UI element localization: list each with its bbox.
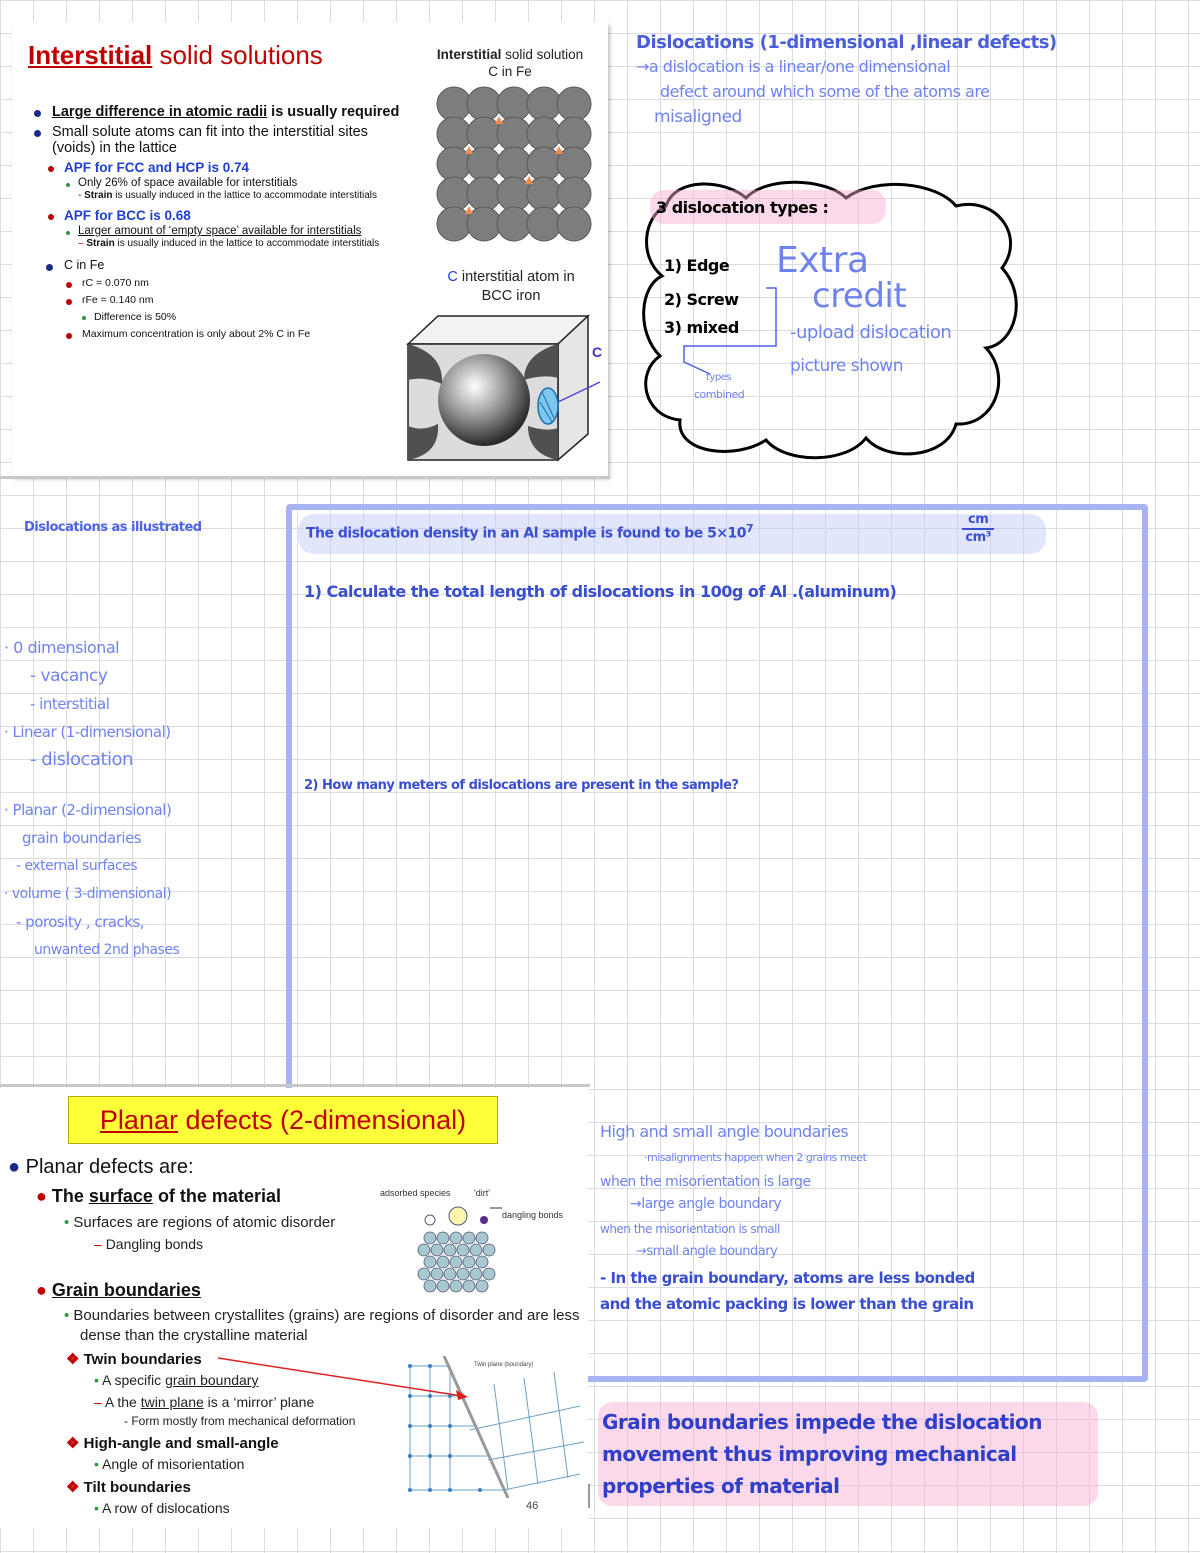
nl-l10: - porosity , cracks, xyxy=(16,913,145,931)
fig2-c: C xyxy=(447,269,458,285)
fig1-title xyxy=(422,46,598,63)
nbr-l8: and the atomic packing is lower than the grain xyxy=(600,1295,974,1313)
bcc-strain-b: Strain xyxy=(86,238,115,249)
slide2-vertical-rule xyxy=(588,1484,590,1508)
note-upload: -upload dislocation xyxy=(790,322,952,343)
bcc-strain-text: is usually induced in the lattice to accommodate interstitials xyxy=(114,238,380,249)
note-type-edge: 1) Edge xyxy=(664,256,730,275)
surf-c: of the material xyxy=(152,1186,281,1206)
divider-bottom xyxy=(0,1084,590,1087)
bcc-cube-figure xyxy=(404,314,604,464)
nl-l5: - dislocation xyxy=(30,749,133,770)
fig-dirt-label: 'dirt' xyxy=(474,1188,490,1198)
bcc-strain: – Strain is usually induced in the lattice to accommodate interstitials xyxy=(78,238,380,249)
nbr-l10: movement thus improving mechanical xyxy=(602,1442,1017,1466)
bullet-small-solute: Small solute atoms can fit into the interstitial sites (voids) in the lattice xyxy=(32,124,404,156)
twin-sub3: - Form mostly from mechanical deformation xyxy=(124,1414,356,1428)
nl-l7: grain boundaries xyxy=(22,829,142,847)
nl-l3: - interstitial xyxy=(30,695,110,713)
note-disl-l2: →a dislocation is a linear/one dimensional xyxy=(636,57,951,76)
high-angle: ❖ High-angle and small-angle xyxy=(66,1435,279,1452)
twin-text: Twin boundaries xyxy=(83,1351,202,1368)
note-picture: picture shown xyxy=(790,356,903,376)
problem-statement xyxy=(306,522,753,542)
note-type-screw: 2) Screw xyxy=(664,290,739,309)
note-disl-l4: misaligned xyxy=(654,107,742,127)
nbr-l9: Grain boundaries impede the dislocation xyxy=(602,1410,1042,1434)
twin-sub1a: A specific xyxy=(102,1372,166,1388)
fcc-strain-text: is usually induced in the lattice to accommodate interstitials xyxy=(112,190,378,201)
twin-sub2a: A the xyxy=(104,1394,141,1410)
fig1-title-rest: solid solution xyxy=(501,47,584,62)
fcc-strain: - Strain is usually induced in the lattice to accommodate interstitials xyxy=(78,190,378,201)
note-disl-l1: Dislocations (1-dimensional ,linear defects) xyxy=(636,32,1057,53)
fig-dangling-label: dangling bonds xyxy=(502,1210,564,1220)
high-angle-sub-text: Angle of misorientation xyxy=(102,1456,245,1472)
dangling-bonds: – Dangling bonds xyxy=(94,1236,203,1252)
fig2-title xyxy=(418,268,604,287)
notes-conclusion xyxy=(602,1406,1092,1502)
apf-bcc xyxy=(44,208,404,223)
twin-sub1b: grain boundary xyxy=(165,1372,259,1388)
twin-sub1: • A specific grain boundary xyxy=(94,1372,259,1388)
tilt-boundaries: ❖ Tilt boundaries xyxy=(66,1479,191,1496)
fcc-sub: Only 26% of space available for interstitials xyxy=(64,177,404,189)
twin-arrow xyxy=(216,1348,476,1408)
slide2-page-number: 46 xyxy=(526,1500,539,1512)
fig2-sub: BCC iron xyxy=(481,288,541,304)
slide2-intro: ● Planar defects are: xyxy=(8,1156,194,1178)
slide2-title-rest: defects (2-dimensional) xyxy=(177,1105,467,1135)
types-bracket xyxy=(670,284,790,384)
grain-sub: • Boundaries between crystallites (grains) are regions of disorder and are less dense than the crystalline material xyxy=(64,1307,580,1344)
bcc-sub-text: Larger amount of ‘empty space’ available for interstitials xyxy=(78,225,362,237)
twin-sub2b: twin plane xyxy=(140,1394,204,1410)
fig2-caption xyxy=(418,268,604,306)
tilt-text: Tilt boundaries xyxy=(83,1479,191,1496)
nbr-l4: →large angle boundary xyxy=(630,1196,782,1212)
fig-twin-label: Twin plane (boundary) xyxy=(474,1362,534,1368)
nl-l6: · Planar (2-dimensional) xyxy=(4,801,172,819)
nl-l11: unwanted 2nd phases xyxy=(34,942,180,958)
dangling-text: Dangling bonds xyxy=(105,1236,203,1252)
slide1-title-emph: Interstitial xyxy=(28,40,153,70)
high-angle-sub: • Angle of misorientation xyxy=(94,1456,245,1472)
surf-a: The xyxy=(51,1186,89,1206)
grain-text: Grain boundaries xyxy=(51,1280,201,1300)
fig1-sub: C in Fe xyxy=(488,64,532,79)
note-type-mixed: 3) mixed xyxy=(664,318,739,337)
tilt-sub: • A row of dislocations xyxy=(94,1500,230,1516)
nbr-l2: ·misalignments happen when 2 grains meet xyxy=(644,1151,867,1164)
slide2-grain: ● Grain boundaries xyxy=(36,1280,201,1300)
question-2: 2) How many meters of dislocations are present in the sample? xyxy=(304,778,739,793)
problem-fraction xyxy=(962,512,994,546)
note-extra: Extra xyxy=(776,240,869,281)
divider-top xyxy=(0,476,610,479)
nbr-l11: properties of material xyxy=(602,1474,840,1498)
nl-l8: - external surfaces xyxy=(16,858,138,874)
nl-l4: · Linear (1-dimensional) xyxy=(4,723,171,741)
tilt-sub-text: A row of dislocations xyxy=(102,1500,230,1516)
fcc-lattice-figure xyxy=(432,84,594,242)
notes-defect-types xyxy=(4,634,284,964)
max-concentration: Maximum concentration is only about 2% C in Fe xyxy=(62,327,404,342)
c-in-fe: C in Fe xyxy=(44,258,404,272)
slide2-intro-text: Planar defects are: xyxy=(25,1156,194,1178)
fcc-strain-b: Strain xyxy=(84,190,113,201)
nl-l1: · 0 dimensional xyxy=(4,638,120,657)
note-disl-l3: defect around which some of the atoms are xyxy=(660,82,990,101)
nbr-l3: when the misorientation is large xyxy=(600,1174,811,1190)
notes-dislocations xyxy=(636,32,1156,127)
note-arrow-types: types xyxy=(706,372,732,383)
slide2-surface: ● The surface of the material xyxy=(36,1186,281,1206)
surface-figure xyxy=(412,1198,512,1298)
notes-grain xyxy=(600,1122,1160,1313)
surface-sub-text: Surfaces are regions of atomic disorder xyxy=(73,1214,336,1231)
fig2-title-rest: interstitial atom in xyxy=(457,269,575,285)
slide2-title-emph: Planar xyxy=(99,1105,178,1135)
nl-l9: · volume ( 3-dimensional) xyxy=(4,886,172,902)
nbr-l5: when the misorientation is small xyxy=(600,1222,780,1236)
twin-sub2: – A the twin plane is a ‘mirror’ plane xyxy=(94,1394,315,1410)
note-left-heading: Dislocations as illustrated xyxy=(24,520,202,535)
grain-sub-text: Boundaries between crystallites (grains) are regions of disorder and are less dense than the crystalline material xyxy=(73,1307,580,1344)
question-1: 1) Calculate the total length of dislocations in 100g of Al .(aluminum) xyxy=(304,582,897,601)
problem-text: The dislocation density in an Al sample is found to be 5×10 xyxy=(306,525,747,542)
fig1-title-b: Interstitial xyxy=(436,47,502,62)
note-types: 3 dislocation types : xyxy=(656,198,829,217)
high-angle-text: High-angle and small-angle xyxy=(83,1435,279,1452)
slide1-title xyxy=(28,40,323,71)
rc-value: rC = 0.070 nm xyxy=(62,276,404,291)
bullet-radii xyxy=(32,104,404,120)
radii-underlined: Large difference in atomic radii xyxy=(52,104,268,120)
apf-fcc-text: APF for FCC and HCP is 0.74 xyxy=(64,160,250,175)
fraction-num: cm xyxy=(962,512,994,530)
fig1-caption xyxy=(422,46,598,80)
slide1-bullets xyxy=(32,100,404,344)
twin-boundaries: ❖ Twin boundaries xyxy=(66,1351,202,1368)
surf-b: surface xyxy=(88,1186,153,1206)
bcc-sub xyxy=(64,225,404,237)
fraction-den: cm³ xyxy=(965,530,991,545)
nbr-l6: →small angle boundary xyxy=(636,1244,778,1259)
apf-bcc-text: APF for BCC is 0.68 xyxy=(64,208,191,223)
nbr-l7: - In the grain boundary, atoms are less bonded xyxy=(600,1269,975,1287)
radii-rest: is usually required xyxy=(267,104,400,120)
nbr-l1: High and small angle boundaries xyxy=(600,1122,849,1141)
difference: Difference is 50% xyxy=(80,310,404,325)
problem-exponent: 7 xyxy=(746,522,754,535)
fig-adsorbed-label: adsorbed species xyxy=(380,1188,451,1198)
note-arrow-combined: combined xyxy=(694,388,745,401)
slide-planar xyxy=(0,1088,588,1528)
surface-sub: • Surfaces are regions of atomic disorder xyxy=(64,1214,336,1231)
rfe-value: rFe = 0.140 nm xyxy=(62,293,404,308)
nl-l2: - vacancy xyxy=(30,666,108,686)
note-credit: credit xyxy=(812,276,907,316)
fig2-c-label: C xyxy=(592,344,603,360)
slide1-title-rest: solid solutions xyxy=(152,40,323,70)
twin-sub2c: is a ‘mirror’ plane xyxy=(203,1394,315,1410)
slide2-title-box xyxy=(68,1096,498,1144)
apf-fcc xyxy=(44,160,404,175)
slide-interstitial xyxy=(12,22,608,476)
